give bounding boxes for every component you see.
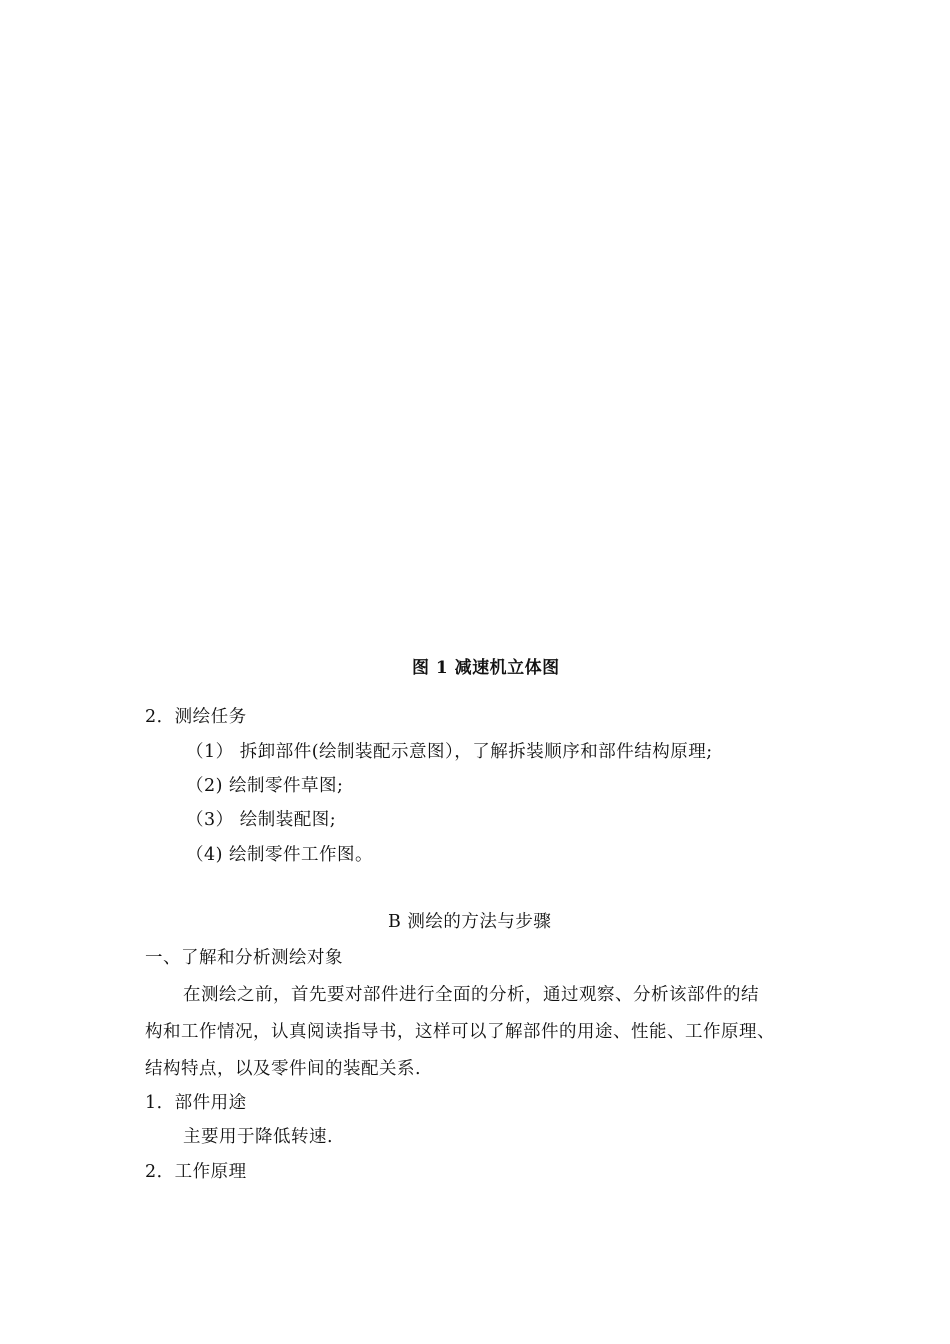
usage-heading: 1．部件用途 <box>145 1093 247 1113</box>
subsection-heading: 一、了解和分析测绘对象 <box>145 948 343 968</box>
task-item-4: （4) 绘制零件工作图。 <box>186 845 374 865</box>
section-b-title: B 测绘的方法与步骤 <box>388 912 552 932</box>
principle-heading: 2．工作原理 <box>145 1162 247 1182</box>
paragraph-line-2: 构和工作情况，认真阅读指导书，这样可以了解部件的用途、性能、工作原理、 <box>145 1022 775 1042</box>
figure-caption: 图 1 减速机立体图 <box>412 658 560 678</box>
task-item-3: （3） 绘制装配图; <box>186 810 337 830</box>
paragraph-line-3: 结构特点，以及零件间的装配关系. <box>145 1059 422 1079</box>
task-item-1: （1） 拆卸部件(绘制装配示意图），了解拆装顺序和部件结构原理; <box>186 742 713 762</box>
task-heading: 2．测绘任务 <box>145 707 247 727</box>
usage-text: 主要用于降低转速. <box>183 1127 334 1147</box>
paragraph-line-1: 在测绘之前，首先要对部件进行全面的分析，通过观察、分析该部件的结 <box>183 985 759 1005</box>
figure-image-area <box>145 40 805 640</box>
task-item-2: （2) 绘制零件草图; <box>186 776 344 796</box>
